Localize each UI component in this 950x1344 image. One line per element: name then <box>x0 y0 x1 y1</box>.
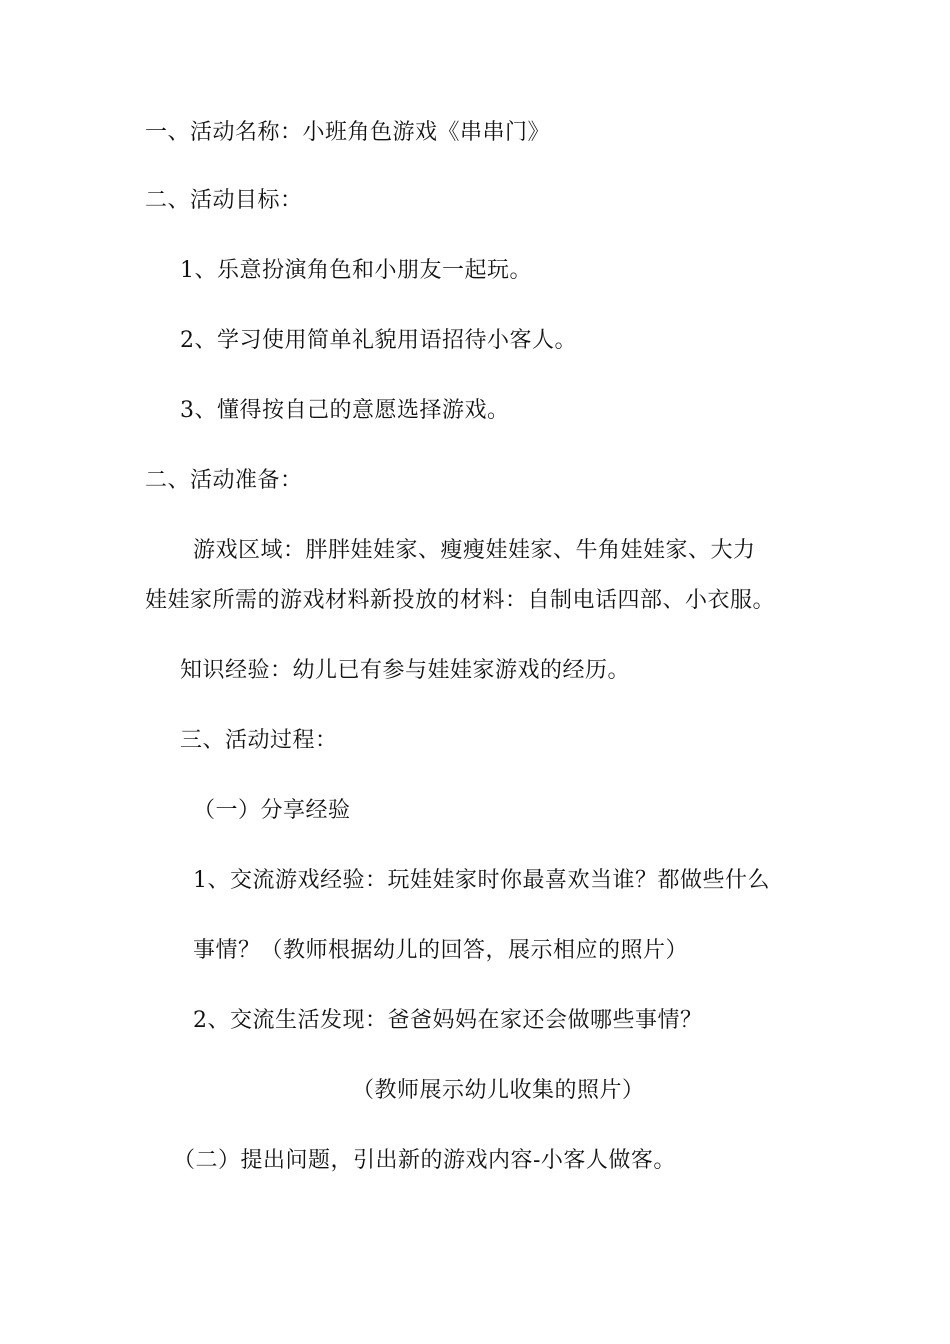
knowledge-experience-line: 知识经验：幼儿已有参与娃娃家游戏的经历。 <box>180 658 631 683</box>
goal-item-2: 2、学习使用简单礼貌用语招待小客人。 <box>180 328 577 353</box>
teacher-photo-note: （教师展示幼儿收集的照片） <box>352 1078 645 1103</box>
activity-goals-heading: 二、活动目标： <box>145 188 303 213</box>
activity-preparation-heading: 二、活动准备： <box>145 468 303 493</box>
preparation-area-line-2: 娃娃家所需的游戏材料新投放的材料：自制电话四部、小衣服。 <box>145 588 776 613</box>
process-item-2-line: 2、交流生活发现：爸爸妈妈在家还会做哪些事情？ <box>193 1008 703 1033</box>
process-item-1-line-1: 1、交流游戏经验：玩娃娃家时你最喜欢当谁？都做些什么 <box>193 868 770 893</box>
goal-item-3: 3、懂得按自己的意愿选择游戏。 <box>180 398 510 423</box>
activity-process-heading: 三、活动过程： <box>180 728 338 753</box>
process-item-1-line-2: 事情？（教师根据幼儿的回答，展示相应的照片） <box>193 938 689 963</box>
activity-name-line: 一、活动名称：小班角色游戏《串串门》 <box>145 120 551 145</box>
raise-question-subheading: （二）提出问题，引出新的游戏内容-小客人做客。 <box>173 1148 676 1173</box>
share-experience-subheading: （一）分享经验 <box>193 798 351 823</box>
goal-item-1: 1、乐意扮演角色和小朋友一起玩。 <box>180 258 532 283</box>
preparation-area-line-1: 游戏区域：胖胖娃娃家、瘦瘦娃娃家、牛角娃娃家、大力 <box>193 538 756 563</box>
